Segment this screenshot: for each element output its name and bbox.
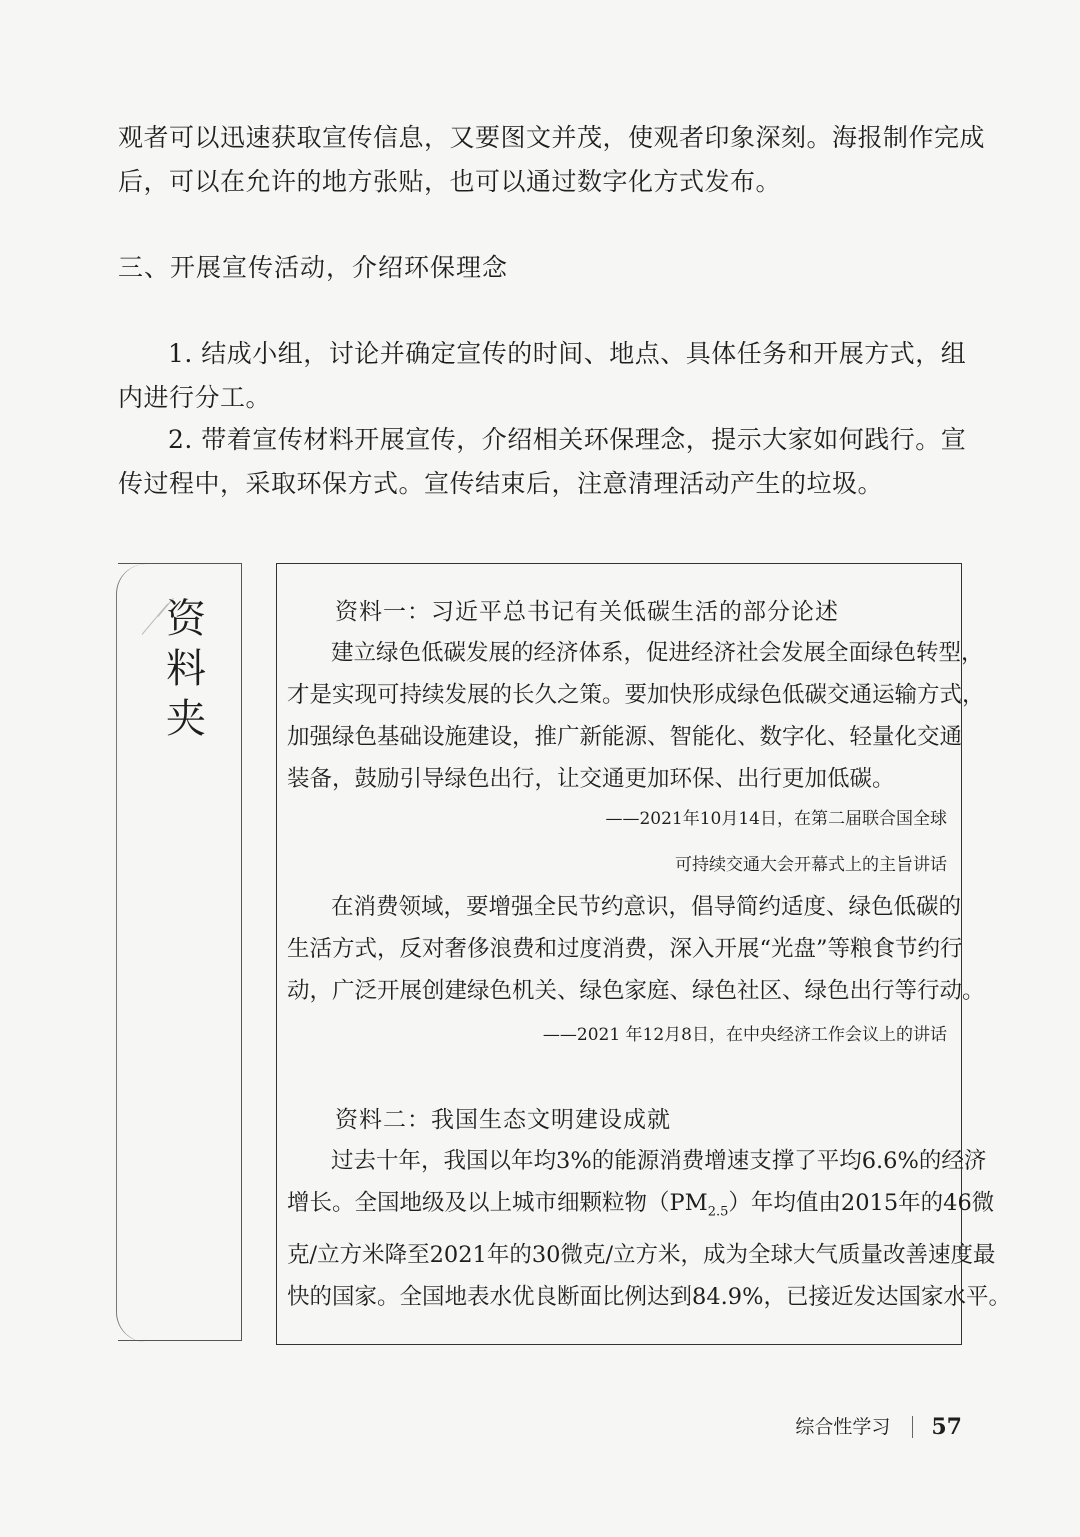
reference-one-source-1 — [605, 806, 947, 878]
page-number: 57 — [931, 1414, 962, 1440]
label-char: 夹 — [166, 696, 206, 742]
step-2-line-2: 传过程中，采取环保方式。宣传结束后，注意清理活动产生的垃圾。 — [118, 469, 884, 498]
label-char: 料 — [166, 646, 206, 692]
page-footer — [795, 1412, 962, 1442]
text-segment: 增长。全国地级及以上城市细颗粒物（PM — [287, 1190, 708, 1216]
text-line: 克/立方米降至2021年的30微克/立方米，成为全球大气质量改善速度最 — [287, 1241, 996, 1268]
step-1-line-1: 1. 结成小组，讨论并确定宣传的时间、地点、具体任务和开展方式，组 — [168, 339, 967, 368]
quote-line: 装备，鼓励引导绿色出行，让交通更加环保、出行更加低碳。 — [287, 766, 895, 792]
quote-line: 动，广泛开展创建绿色机关、绿色家庭、绿色社区、绿色出行等行动。 — [287, 978, 985, 1004]
book-title: 综合性学习 — [795, 1416, 891, 1438]
reference-box — [276, 563, 1011, 1345]
section-heading: 三、开展宣传活动，介绍环保理念 — [118, 253, 509, 282]
step-1 — [118, 332, 968, 420]
label-char: 资 — [166, 596, 206, 642]
source-line: ——2021 年12月8日，在中央经济工作会议上的讲话 — [542, 1025, 947, 1045]
intro-line-2: 后，可以在允许的地方张贴，也可以通过数字化方式发布。 — [118, 167, 782, 196]
text-segment: ）年均值由2015年的46微 — [728, 1190, 995, 1216]
intro-line-1: 观者可以迅速获取宣传信息，又要图文并茂，使观者印象深刻。海报制作完成 — [118, 123, 986, 152]
reference-folder-label — [158, 594, 214, 744]
step-1-line-2: 内进行分工。 — [118, 383, 272, 412]
step-2-line-1: 2. 带着宣传材料开展宣传，介绍相关环保理念，提示大家如何践行。宣 — [168, 425, 967, 454]
intro-paragraph — [118, 116, 986, 204]
text-line — [287, 1182, 995, 1234]
quote-line: 在消费领域，要增强全民节约意识，倡导简约适度、绿色低碳的 — [331, 894, 962, 920]
quote-line: 建立绿色低碳发展的经济体系，促进经济社会发展全面绿色转型， — [331, 640, 984, 666]
quote-line: 才是实现可持续发展的长久之策。要加快形成绿色低碳交通运输方式， — [287, 682, 985, 708]
reference-two-title: 资料二：我国生态文明建设成就 — [335, 1107, 671, 1133]
reference-one-title: 资料一：习近平总书记有关低碳生活的部分论述 — [335, 599, 839, 625]
reference-sidebar — [118, 563, 242, 1341]
reference-one-source-2 — [543, 1022, 947, 1048]
reference-one-quote-2 — [287, 886, 985, 1012]
quote-line: 加强绿色基础设施建设，推广新能源、智能化、数字化、轻量化交通 — [287, 724, 963, 750]
pm-subscript: 2.5 — [707, 1204, 729, 1220]
footer-divider — [912, 1416, 913, 1438]
text-line: 过去十年，我国以年均3%的能源消费增速支撑了平均6.6%的经济 — [331, 1148, 987, 1174]
source-line: ——2021年10月14日，在第二届联合国全球 — [605, 809, 947, 829]
quote-line: 生活方式，反对奢侈浪费和过度消费，深入开展“光盘”等粮食节约行 — [287, 936, 963, 962]
source-line: 可持续交通大会开幕式上的主旨讲话 — [675, 855, 947, 875]
reference-two-text — [287, 1140, 1011, 1318]
reference-one-quote-1 — [287, 632, 985, 800]
text-line: 快的国家。全国地表水优良断面比例达到84.9%，已接近发达国家水平。 — [287, 1283, 1011, 1310]
step-2 — [118, 418, 968, 506]
